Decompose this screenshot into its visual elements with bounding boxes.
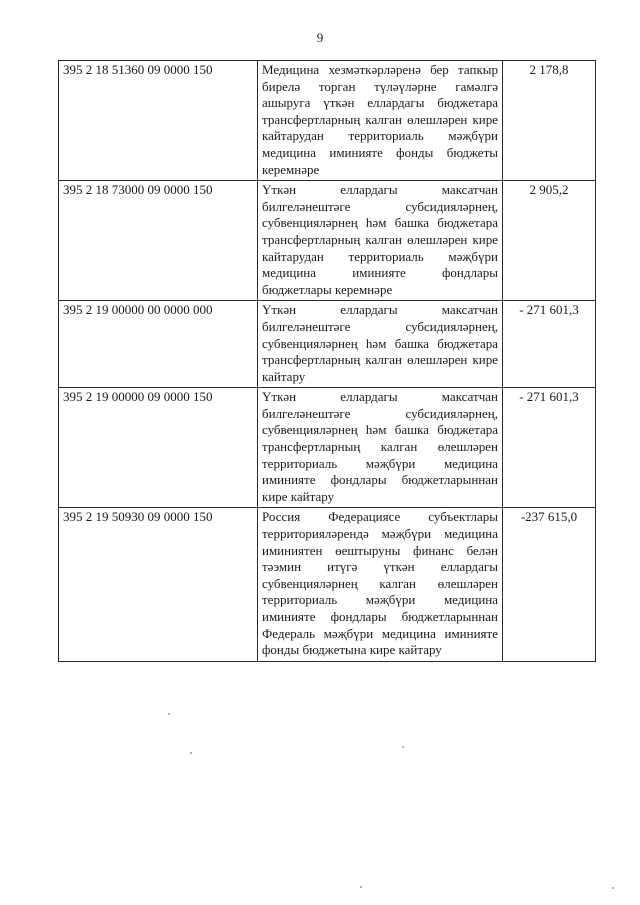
amount-cell: 2 178,8 (503, 61, 596, 181)
amount-cell: - 271 601,3 (503, 388, 596, 508)
scan-speck (168, 713, 170, 715)
budget-code-cell: 395 2 19 50930 09 0000 150 (59, 508, 258, 661)
description-cell: Үткән еллардагы максатчан билгеләнештәге субсидияләрнең, субвенцияләрнең һәм башка бюджетара трансфертларның калган өлешләрен кире кайтару (258, 301, 503, 388)
table-row (59, 388, 596, 508)
budget-code-cell: 395 2 18 51360 09 0000 150 (59, 61, 258, 181)
scan-speck (612, 887, 614, 889)
amount-cell: 2 905,2 (503, 181, 596, 301)
table-row (59, 508, 596, 661)
description-cell: Медицина хезмәткәрләренә бер тапкыр бирелә торган түләүләрне гамәлгә ашыруга үткән еллардагы бюджетара трансфертларның калган өлешләрен кире кайтарудан территориаль мәҗбүри медицина иминияте фонды бюджеты керемнәре (258, 61, 503, 181)
budget-code-cell: 395 2 18 73000 09 0000 150 (59, 181, 258, 301)
budget-code-cell: 395 2 19 00000 09 0000 150 (59, 388, 258, 508)
amount-cell: - 271 601,3 (503, 301, 596, 388)
description-cell: Үткән еллардагы максатчан билгеләнештәге субсидияләрнең, субвенцияләрнең һәм башка бюджетара трансфертларның калган өлешләрен кире кайтарудан территориаль мәҗбүри медицина иминияте фондлары бюджетлары керемнәре (258, 181, 503, 301)
description-cell: Россия Федерациясе субъектлары территорияләрендә мәҗбүри медицина иминиятен өештыруны финанс белән тәэмин итүгә үткән еллардагы субвенцияләрнең калган өлешләрен территориаль мәҗбүри медицина иминияте фондлары бюджетларыннан Федераль мәҗбүри медицина иминияте фонды бюджетына кире кайтару (258, 508, 503, 661)
budget-table (58, 60, 596, 662)
table-row (59, 181, 596, 301)
table-row (59, 301, 596, 388)
amount-cell: -237 615,0 (503, 508, 596, 661)
table-row (59, 61, 596, 181)
scan-speck (360, 886, 362, 888)
description-cell: Үткән еллардагы максатчан билгеләнештәге субсидияләрнең, субвенцияләрнең һәм башка бюджетара трансфертларның калган өлешләрен территориаль мәҗбүри медицина иминияте фондлары бюджетларыннан кире кайтару (258, 388, 503, 508)
scan-speck (190, 752, 192, 754)
budget-code-cell: 395 2 19 00000 00 0000 000 (59, 301, 258, 388)
page-number: 9 (316, 30, 324, 45)
scan-speck (402, 746, 404, 748)
